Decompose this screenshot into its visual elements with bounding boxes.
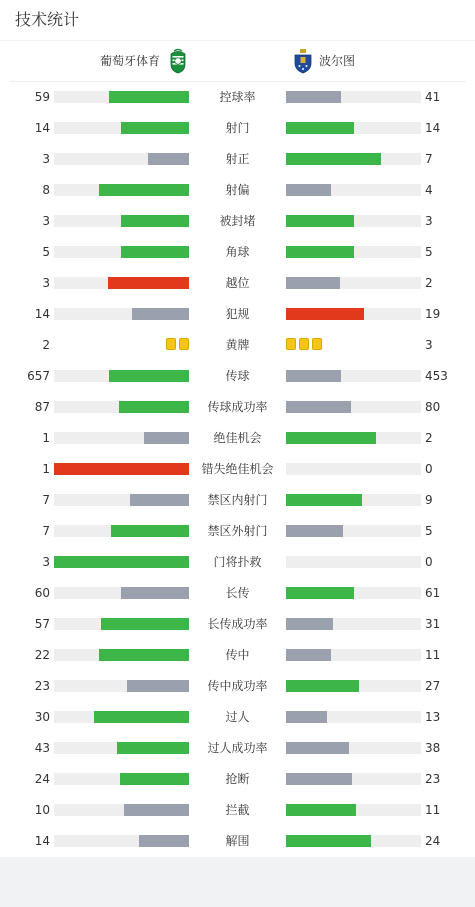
away-value: 11: [425, 648, 441, 662]
away-value: 9: [425, 493, 433, 507]
home-bar: [54, 556, 189, 568]
home-value: 14: [34, 834, 50, 848]
home-value: 22: [34, 648, 50, 662]
stat-label: 传中: [225, 648, 250, 662]
home-value: 1: [42, 462, 50, 476]
stat-label: 被封堵: [219, 214, 256, 228]
stat-label: 长传成功率: [207, 617, 268, 631]
divider: [0, 40, 475, 41]
stat-label: 黄牌: [225, 338, 250, 352]
stat-label: 射偏: [225, 183, 250, 197]
divider: [10, 81, 466, 82]
away-bar: [286, 587, 354, 599]
away-value: 23: [425, 772, 441, 786]
stat-row: [0, 149, 475, 169]
away-bar-track: [286, 680, 421, 692]
away-bar: [286, 618, 333, 630]
home-bar: [54, 463, 189, 475]
away-value: 7: [425, 152, 433, 166]
home-bar-track: [54, 122, 189, 134]
stat-row: [0, 397, 475, 417]
home-value: 23: [34, 679, 50, 693]
away-bar-track: [286, 153, 421, 165]
away-bar: [286, 773, 352, 785]
home-bar: [124, 804, 189, 816]
stat-row: [0, 738, 475, 758]
away-bar-track: [286, 246, 421, 258]
home-bar: [121, 215, 189, 227]
yellow-card-icon: [312, 338, 322, 350]
home-bar-track: [54, 277, 189, 289]
home-bar-track: [54, 153, 189, 165]
home-value: 10: [34, 803, 50, 817]
away-bar: [286, 525, 343, 537]
away-value: 3: [425, 214, 433, 228]
stat-row: [0, 490, 475, 510]
stat-label: 禁区内射门: [207, 493, 268, 507]
stat-row: [0, 304, 475, 324]
away-bar-track: [286, 525, 421, 537]
home-bar: [144, 432, 189, 444]
home-bar-track: [54, 742, 189, 754]
home-value: 59: [34, 90, 50, 104]
home-value: 30: [34, 710, 50, 724]
home-bar: [148, 153, 189, 165]
away-bar-track: [286, 494, 421, 506]
away-bar: [286, 742, 349, 754]
page-title: 技术统计: [15, 10, 80, 29]
home-bar-track: [54, 525, 189, 537]
away-value: 11: [425, 803, 441, 817]
stat-label: 过人: [225, 710, 250, 724]
away-value: 38: [425, 741, 441, 755]
stat-row: [0, 87, 475, 107]
away-value: 5: [425, 245, 433, 259]
home-value: 7: [42, 524, 50, 538]
home-bar-track: [54, 91, 189, 103]
away-bar: [286, 308, 364, 320]
stat-label: 射门: [225, 121, 250, 135]
away-bar-track: [286, 463, 421, 475]
away-bar: [286, 835, 371, 847]
home-value: 3: [42, 152, 50, 166]
yellow-card-icon: [166, 338, 176, 350]
away-bar: [286, 122, 354, 134]
stat-label: 犯规: [225, 307, 250, 321]
away-value: 19: [425, 307, 441, 321]
home-value: 3: [42, 555, 50, 569]
home-value: 3: [42, 214, 50, 228]
away-bar-track: [286, 587, 421, 599]
stat-label: 传球: [225, 369, 250, 383]
home-bar: [121, 122, 189, 134]
away-bar: [286, 184, 331, 196]
away-bar: [286, 432, 376, 444]
stat-label: 绝佳机会: [213, 431, 262, 445]
away-value: 61: [425, 586, 441, 600]
yellow-card-icon: [179, 338, 189, 350]
home-value: 657: [27, 369, 50, 383]
away-bar-track: [286, 277, 421, 289]
home-bar-track: [54, 680, 189, 692]
home-value: 2: [42, 338, 50, 352]
stat-row: [0, 614, 475, 634]
stat-row: [0, 552, 475, 572]
away-value: 14: [425, 121, 441, 135]
home-bar: [117, 742, 189, 754]
home-value: 87: [34, 400, 50, 414]
away-bar-track: [286, 804, 421, 816]
stat-row: [0, 242, 475, 262]
away-value: 24: [425, 834, 441, 848]
home-value: 57: [34, 617, 50, 631]
home-value: 1: [42, 431, 50, 445]
away-bar-track: [286, 370, 421, 382]
home-bar-track: [54, 773, 189, 785]
home-team-crest-icon: [168, 48, 188, 74]
home-value: 43: [34, 741, 50, 755]
home-bar: [139, 835, 189, 847]
home-bar-track: [54, 370, 189, 382]
stat-label: 禁区外射门: [207, 524, 268, 538]
stat-row: [0, 676, 475, 696]
home-bar-track: [54, 804, 189, 816]
stat-label: 角球: [225, 245, 250, 259]
away-bar-track: [286, 308, 421, 320]
away-value: 0: [425, 462, 433, 476]
away-bar: [286, 215, 354, 227]
stat-label: 抢断: [225, 772, 250, 786]
home-value: 24: [34, 772, 50, 786]
stat-label: 传中成功率: [207, 679, 268, 693]
stat-row: [0, 211, 475, 231]
away-value: 27: [425, 679, 441, 693]
away-value: 41: [425, 90, 441, 104]
stat-row: [0, 707, 475, 727]
home-yellow-cards: [166, 338, 189, 352]
away-bar: [286, 401, 351, 413]
away-bar: [286, 246, 354, 258]
home-value: 14: [34, 307, 50, 321]
away-bar: [286, 277, 340, 289]
away-bar: [286, 804, 356, 816]
home-bar: [130, 494, 189, 506]
stat-label: 拦截: [225, 803, 250, 817]
stat-row: [0, 273, 475, 293]
home-value: 3: [42, 276, 50, 290]
home-bar: [99, 649, 189, 661]
yellow-card-icon: [286, 338, 296, 350]
stat-label: 控球率: [219, 90, 256, 104]
away-bar: [286, 649, 331, 661]
away-bar-track: [286, 835, 421, 847]
stat-row: [0, 521, 475, 541]
home-bar-track: [54, 618, 189, 630]
stat-row: [0, 428, 475, 448]
away-bar-track: [286, 401, 421, 413]
home-bar-track: [54, 215, 189, 227]
home-bar-track: [54, 587, 189, 599]
stat-label: 过人成功率: [207, 741, 268, 755]
home-bar-track: [54, 649, 189, 661]
away-team[interactable]: [293, 47, 355, 75]
away-bar-track: [286, 618, 421, 630]
away-value: 13: [425, 710, 441, 724]
stat-row: [0, 366, 475, 386]
stat-label: 长传: [225, 586, 250, 600]
home-value: 60: [34, 586, 50, 600]
home-bar-track: [54, 308, 189, 320]
home-value: 8: [42, 183, 50, 197]
away-value: 3: [425, 338, 433, 352]
away-bar-track: [286, 742, 421, 754]
home-bar: [120, 773, 189, 785]
home-bar: [94, 711, 189, 723]
home-bar-track: [54, 835, 189, 847]
stat-row: [0, 459, 475, 479]
home-bar: [111, 525, 189, 537]
stat-label: 解围: [225, 834, 250, 848]
stat-row: [0, 583, 475, 603]
away-yellow-cards: [286, 338, 322, 352]
away-value: 453: [425, 369, 448, 383]
home-bar-track: [54, 184, 189, 196]
stat-row: [0, 800, 475, 820]
home-bar-track: [54, 711, 189, 723]
home-bar: [101, 618, 189, 630]
away-bar-track: [286, 122, 421, 134]
away-bar-track: [286, 184, 421, 196]
home-team-name: 葡萄牙体育: [99, 54, 160, 68]
stat-row: [0, 769, 475, 789]
home-bar: [132, 308, 189, 320]
stat-row: [0, 335, 475, 355]
home-value: 5: [42, 245, 50, 259]
stat-label: 越位: [225, 276, 250, 290]
away-bar-track: [286, 649, 421, 661]
away-bar-track: [286, 215, 421, 227]
stat-label: 射正: [225, 152, 250, 166]
home-team[interactable]: [100, 47, 188, 75]
away-bar: [286, 680, 359, 692]
away-value: 0: [425, 555, 433, 569]
home-bar: [127, 680, 189, 692]
home-bar: [109, 370, 189, 382]
away-bar-track: [286, 711, 421, 723]
stat-row: [0, 118, 475, 138]
home-bar: [121, 246, 189, 258]
away-team-crest-icon: [293, 48, 313, 74]
away-value: 2: [425, 431, 433, 445]
home-bar-track: [54, 463, 189, 475]
away-value: 4: [425, 183, 433, 197]
away-bar: [286, 153, 381, 165]
stat-row: [0, 831, 475, 851]
away-bar-track: [286, 432, 421, 444]
away-bar: [286, 91, 341, 103]
away-bar-track: [286, 91, 421, 103]
away-bar-track: [286, 773, 421, 785]
home-bar-track: [54, 494, 189, 506]
away-value: 5: [425, 524, 433, 538]
away-bar: [286, 494, 362, 506]
stat-row: [0, 645, 475, 665]
yellow-card-icon: [299, 338, 309, 350]
home-bar: [108, 277, 189, 289]
away-value: 2: [425, 276, 433, 290]
away-value: 31: [425, 617, 441, 631]
home-bar-track: [54, 556, 189, 568]
home-value: 7: [42, 493, 50, 507]
stat-label: 门将扑救: [213, 555, 262, 569]
home-bar: [99, 184, 189, 196]
home-bar-track: [54, 432, 189, 444]
stat-label: 错失绝佳机会: [201, 462, 274, 476]
stat-label: 传球成功率: [207, 400, 268, 414]
away-bar-track: [286, 556, 421, 568]
home-bar-track: [54, 401, 189, 413]
away-team-name: 波尔图: [319, 54, 356, 68]
away-value: 80: [425, 400, 441, 414]
home-bar: [109, 91, 189, 103]
home-bar: [119, 401, 189, 413]
stat-row: [0, 180, 475, 200]
away-bar: [286, 370, 341, 382]
home-value: 14: [34, 121, 50, 135]
away-bar: [286, 711, 327, 723]
home-bar: [121, 587, 189, 599]
home-bar-track: [54, 246, 189, 258]
